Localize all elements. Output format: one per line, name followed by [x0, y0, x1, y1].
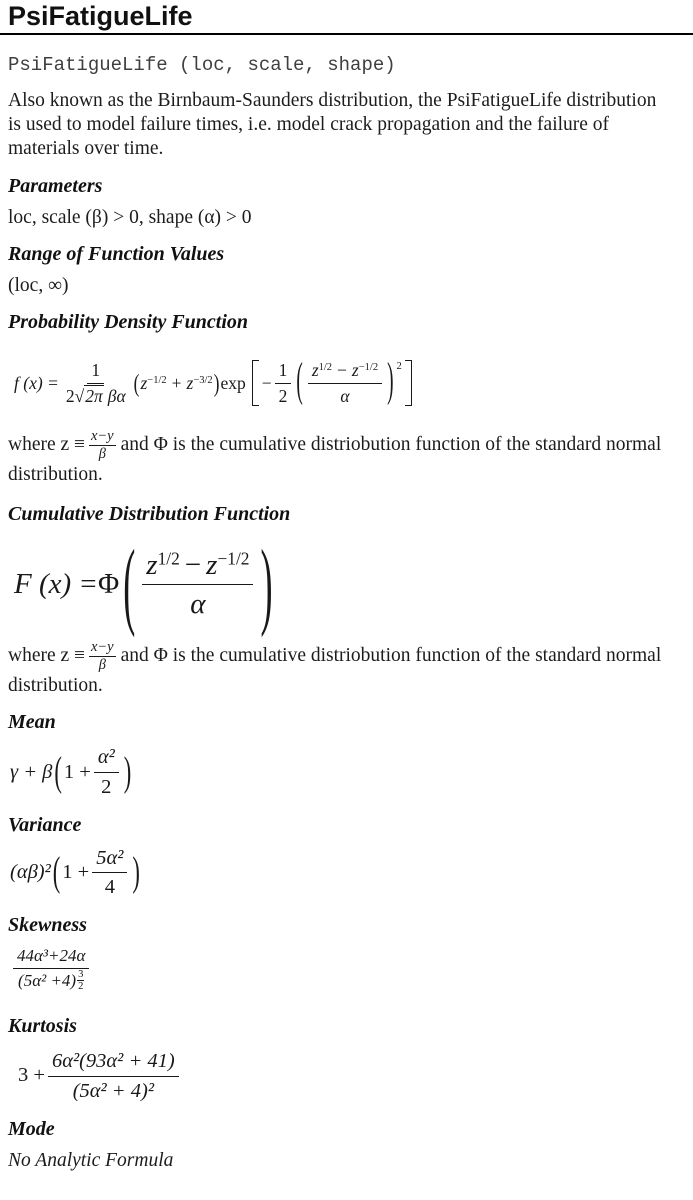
range-value: (loc, ∞) — [8, 275, 69, 297]
right-paren: ) — [260, 530, 273, 639]
variance-formula: (αβ)² ( 1 + $\frac{\text{5α²}}{4}$ ) — [10, 846, 140, 899]
variance-fraction: $\frac{\text{5α²}}{4}$ — [92, 845, 127, 900]
squared-exponent: 2 — [396, 361, 402, 373]
left-paren: ( — [52, 848, 61, 895]
z-definition-fraction: $\frac{x-y}{\beta}$ — [91, 428, 114, 463]
right-paren: ) — [213, 368, 220, 398]
document-body — [0, 35, 693, 1171]
minus-sign: − — [261, 372, 272, 393]
pdf-formula — [14, 356, 679, 408]
pdf-coefficient-fraction: $\frac{1}{\text{2√2π βα}}$ — [65, 360, 126, 407]
mean-fraction: $\frac{\text{α²}}{2}$ — [94, 744, 119, 799]
kurtosis-fraction: $\frac{\text{6α²(93α² + 41)}}{\text{(5α² + 4)²}}$ — [48, 1048, 179, 1103]
left-paren: ( — [133, 368, 140, 398]
parameters-value: loc, scale (β) > 0, shape (α) > 0 — [8, 207, 252, 229]
inner-right-paren: ) — [387, 356, 394, 408]
skewness-formula — [10, 945, 679, 1002]
right-square-bracket — [405, 360, 412, 406]
right-paren: ) — [123, 748, 132, 795]
heading-cdf: Cumulative Distribution Function — [8, 502, 291, 525]
cdf-fraction: $\frac{z^{1/2} - z^{-1/2}}{\alpha}$ — [142, 547, 253, 623]
radical-sign: √ — [74, 386, 85, 407]
left-paren: ( — [54, 748, 62, 795]
function-signature: PsiFatigueLife (loc, scale, shape) — [8, 54, 396, 77]
mean-formula: γ + β ( 1 + $\frac{\text{α²}}{2}$ ) — [10, 746, 132, 799]
three-halves-exponent: $\frac{3}{2}$ — [78, 969, 84, 993]
pdf-inner-fraction: $\frac{z^{1/2} - z^{-1/2}}{\alpha}$ — [308, 359, 382, 407]
where-note-pdf: where z ≡ $\frac{x-y}{\beta}$ and Φ is the cumulative distriobution function of the standard normal distribution. — [8, 428, 662, 485]
heading-mode: Mode — [8, 1117, 55, 1140]
heading-variance: Variance — [8, 813, 82, 836]
page-title: PsiFatigueLife — [8, 1, 193, 31]
skewness-fraction: 44α³+24α (5α² +4) $\frac{3}{2}$ — [13, 945, 89, 1002]
left-paren: ( — [123, 530, 136, 639]
pdf-lhs: f (x) = — [14, 372, 59, 393]
cdf-lhs: F (x) = — [14, 567, 98, 600]
mode-value: No Analytic Formula — [8, 1149, 174, 1171]
heading-pdf: Probability Density Function — [8, 311, 249, 334]
description: Also known as the Birnbaum-Saunders distribution, the PsiFatigueLife distribution is used to model failure times, i.e. model crack propagation and the failure of materials over time. — [8, 90, 657, 160]
heading-skewness: Skewness — [8, 913, 87, 936]
inner-left-paren: ( — [296, 356, 303, 408]
one-half-fraction: $\frac{1}{2}$ — [275, 359, 292, 407]
title-bar — [0, 0, 693, 35]
heading-mean: Mean — [8, 711, 56, 734]
kurtosis-formula: 3 + $\frac{\text{6α²(93α² + 41)}}{\text{(5α² + 4)²}}$ — [18, 1048, 679, 1103]
pdf-z-terms: $z^{-1/2} + z^{-3/2}$ — [140, 372, 213, 393]
heading-parameters: Parameters — [8, 175, 103, 198]
left-square-bracket — [252, 360, 259, 406]
cdf-formula — [14, 530, 679, 639]
heading-kurtosis: Kurtosis — [8, 1015, 77, 1038]
phi-symbol: Φ — [97, 567, 120, 600]
z-definition-fraction: $\frac{x-y}{\beta}$ — [91, 639, 114, 674]
heading-range: Range of Function Values — [8, 243, 225, 266]
where-note-cdf: where z ≡ $\frac{x-y}{\beta}$ and Φ is the cumulative distriobution function of the standard normal distribution. — [8, 639, 662, 696]
exp-label: exp — [220, 372, 246, 393]
right-paren: ) — [132, 848, 140, 895]
